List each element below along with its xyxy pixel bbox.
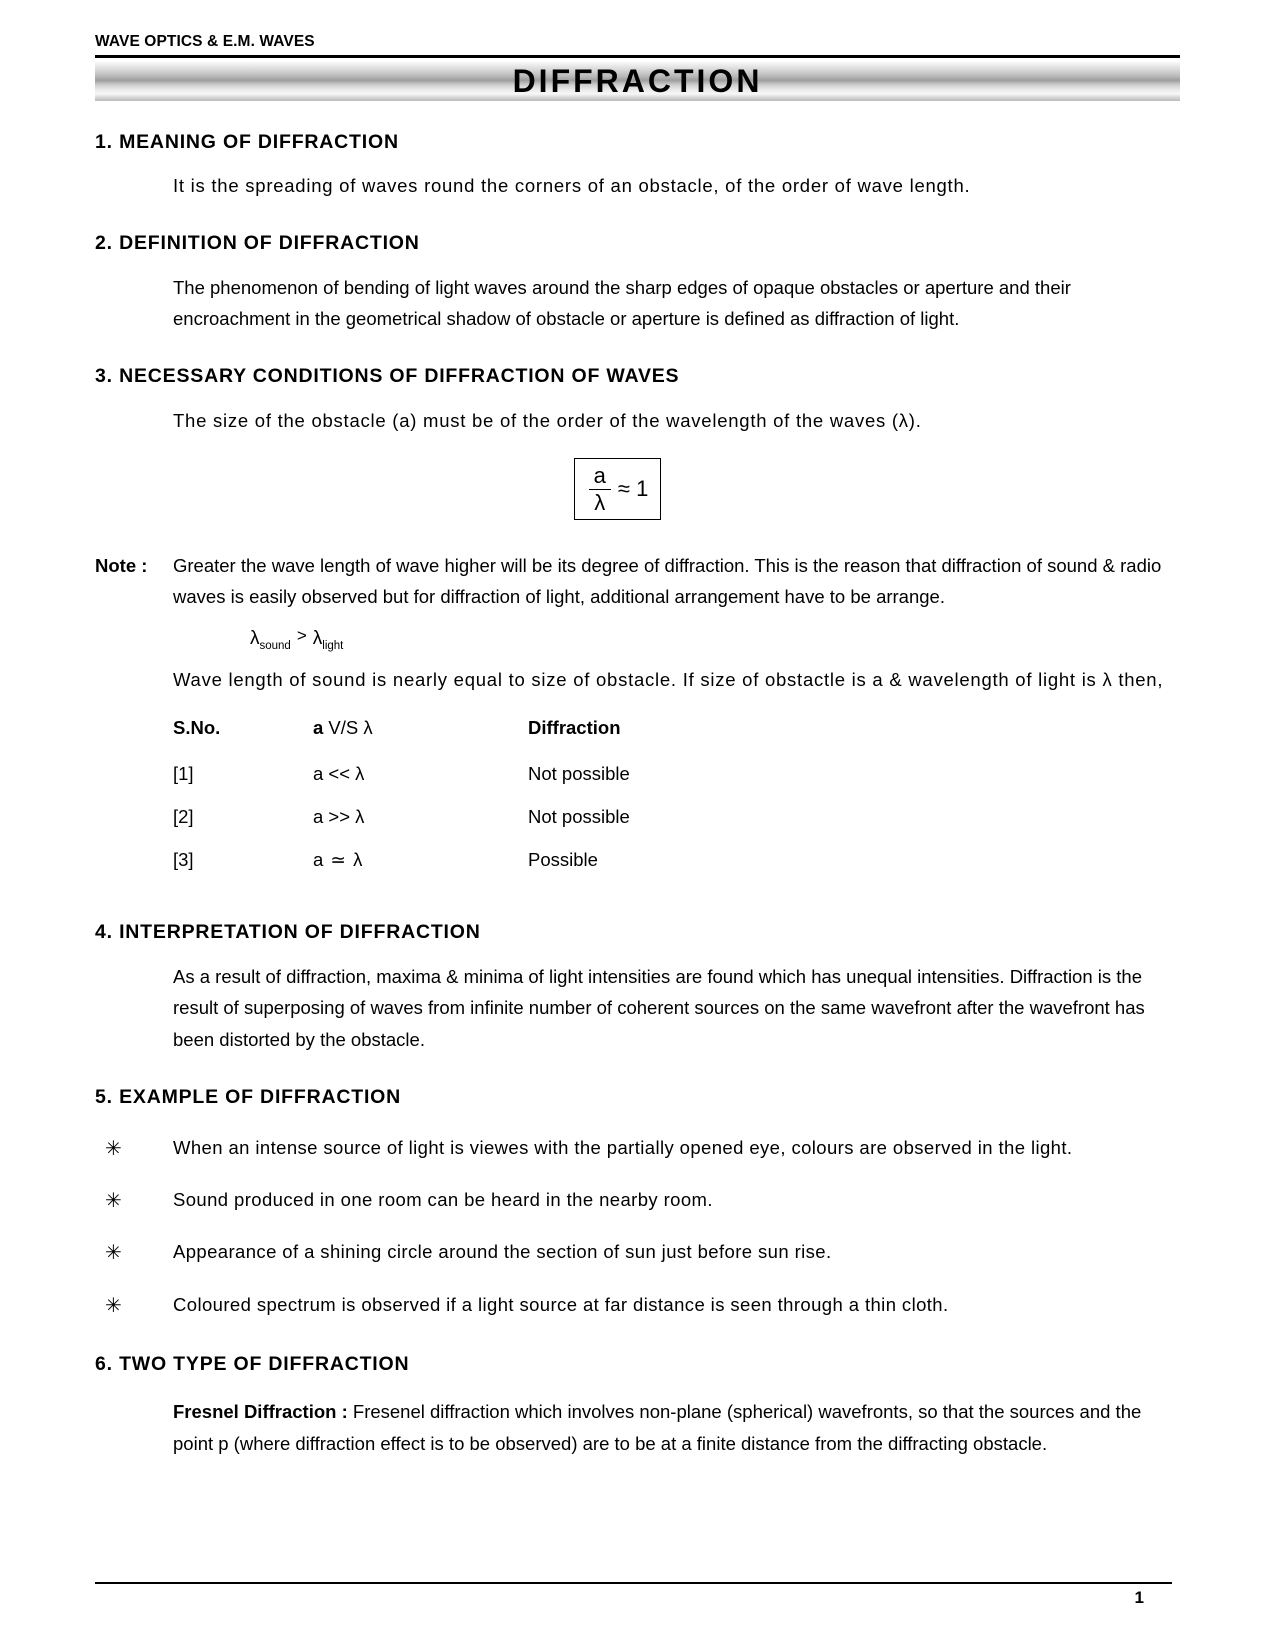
table-row [173,848,848,891]
list-item [95,1236,1180,1270]
fresnel-label: Fresnel Diffraction : [173,1401,348,1423]
section-1-heading: 1. MEANING OF DIFFRACTION [95,131,399,154]
page-footer [95,1582,1172,1608]
row-result: Not possible [528,763,630,785]
fraction-a-over-lambda [589,464,611,513]
section-5-heading: 5. EXAMPLE OF DIFFRACTION [95,1086,402,1109]
comparison-table [173,716,848,891]
formula-row [95,458,1180,519]
fraction-denominator: λ [594,489,606,515]
formula-relation: ≈ 1 [617,476,649,502]
section-4-heading: 4. INTERPRETATION OF DIFFRACTION [95,921,481,944]
section-5 [95,1086,1180,1323]
lambda-sound: $\lambda_{sound}$ [250,628,291,653]
section-3-body: The size of the obstacle (a) must be of the order of the wavelength of the waves (λ). [173,409,922,431]
table-header-relation: a V/S λ [313,717,373,739]
section-1 [95,131,1180,202]
star-bullet-icon: ✳ [105,1137,122,1160]
list-item-text: Coloured spectrum is observed if a light source at far distance is seen through a thin cloth. [173,1293,949,1315]
example-list [95,1132,1180,1324]
lambda-light: $\lambda_{light}$ [312,628,344,653]
section-2 [95,232,1180,335]
list-item [95,1184,1180,1218]
note-followup: Wave length of sound is nearly equal to size of obstacle. If size of obstactle is a & wavelength of light is λ then, [173,669,1164,691]
table-row [173,762,848,805]
row-sno: [2] [173,806,194,828]
table-header-row [173,716,848,762]
fraction-numerator: a [593,463,606,489]
list-item-text: Sound produced in one room can be heard in the nearby room. [173,1188,713,1210]
star-bullet-icon: ✳ [105,1189,122,1212]
note-body: Greater the wave length of wave higher will be its degree of diffraction. This is the reason that diffraction of sound & radio waves is easily observed but for diffraction of light, additional arrangement have to be arrange. [173,554,1162,608]
page-number: 1 [1134,1588,1144,1607]
star-bullet-icon: ✳ [105,1294,122,1317]
fresnel-body: Fresenel diffraction which involves non-plane (spherical) wavefronts, so that the sources and the point p (where diffraction effect is to be observed) are to be at a finite distance from the diffracting obstacle. [173,1401,1142,1455]
section-1-body: It is the spreading of waves round the corners of an obstacle, of the order of wave length. [173,175,971,197]
list-item [95,1132,1180,1166]
table-header-sno: S.No. [173,717,221,739]
lambda-relation [250,626,1180,653]
row-result: Possible [528,849,598,871]
row-sno: [1] [173,763,194,785]
greater-than-operator: > [296,626,307,646]
section-3-heading: 3. NECESSARY CONDITIONS OF DIFFRACTION OF WAVES [95,365,680,388]
row-relation: a ≃ λ [313,849,364,871]
row-result: Not possible [528,806,630,828]
section-6 [95,1353,1180,1460]
list-item-text: Appearance of a shining circle around the section of sun just before sun rise. [173,1241,832,1263]
row-relation: a >> λ [313,806,365,828]
section-3 [95,365,1180,519]
star-bullet-icon: ✳ [105,1242,122,1265]
section-2-heading: 2. DEFINITION OF DIFFRACTION [95,232,420,255]
section-6-heading: 6. TWO TYPE OF DIFFRACTION [95,1353,410,1376]
condition-formula-box [574,458,662,519]
row-sno: [3] [173,849,194,871]
title-banner [95,61,1180,101]
section-4-body: As a result of diffraction, maxima & minima of light intensities are found which has unequal intensities. Diffraction is the result of superposing of waves from infinite number of coherent sources on the same wavefront after the wavefront has been distorted by the obstacle. [173,965,1145,1051]
list-item-text: When an intense source of light is viewes with the partially opened eye, colours are observed in the light. [173,1136,1073,1158]
list-item [95,1289,1180,1323]
note-block [95,550,1180,614]
running-head: WAVE OPTICS & E.M. WAVES [95,33,315,50]
section-4 [95,921,1180,1056]
fresnel-paragraph [173,1396,1180,1460]
table-row [173,805,848,848]
running-head-rule [95,55,1180,58]
note-label: Note : [95,554,148,576]
table-header-result: Diffraction [528,717,621,739]
row-relation: a << λ [313,763,365,785]
page-title: DIFFRACTION [512,63,763,100]
section-2-body: The phenomenon of bending of light waves around the sharp edges of opaque obstacles or aperture and their encroachment in the geometrical shadow of obstacle or aperture is defined as diffraction of light. [173,276,1071,330]
